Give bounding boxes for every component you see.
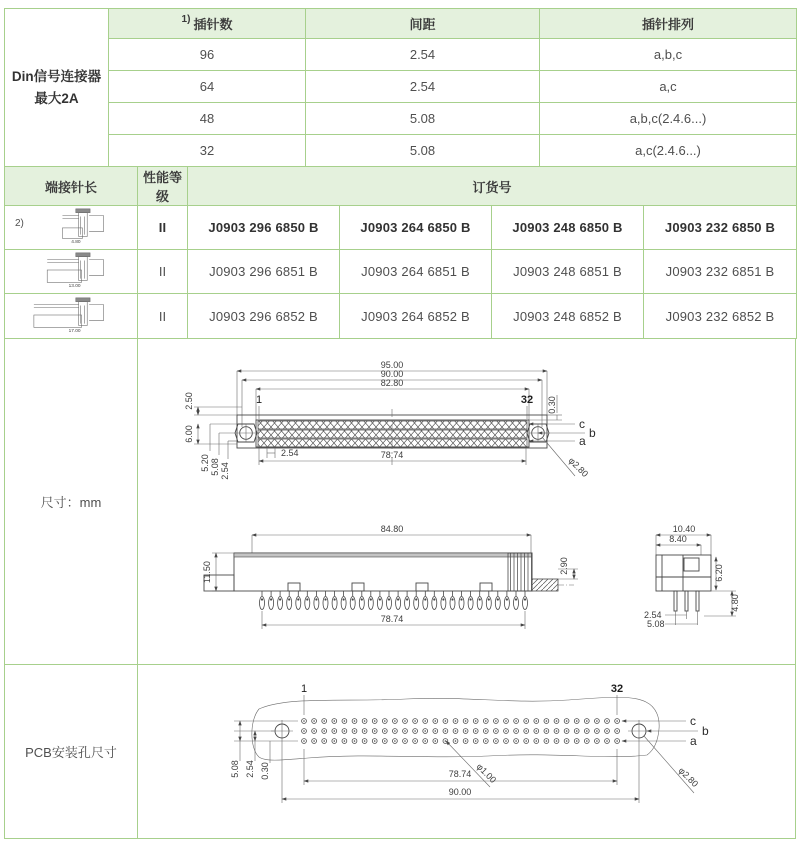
dim-pin-span: 78.74 bbox=[380, 450, 404, 460]
arrangement-value: a,c bbox=[540, 71, 797, 103]
pin-length-sketch-cell bbox=[5, 294, 138, 339]
pcb-dim-s2: 2.54 bbox=[245, 760, 255, 778]
dim-end-w1: 10.40 bbox=[672, 524, 696, 534]
pin-1-label: 1 bbox=[255, 394, 263, 406]
header-grade: 性能等级 bbox=[138, 167, 188, 206]
left-mounting-ear bbox=[235, 424, 257, 442]
order-number: J0903 232 6851 B bbox=[644, 250, 797, 294]
arrangement-value: a,b,c(2.4.6...) bbox=[540, 103, 797, 135]
pin-length-sketch-cell bbox=[5, 206, 138, 250]
header-order-no: 订货号 bbox=[188, 167, 797, 206]
footnote-ref-1: 1) bbox=[181, 14, 191, 25]
pin-length-sketch-medium bbox=[24, 250, 119, 290]
pin-length-sketch-long bbox=[24, 295, 119, 335]
table-row bbox=[5, 103, 797, 135]
table-row bbox=[5, 135, 797, 167]
header-pin-length: 端接针长 bbox=[5, 167, 138, 206]
dim-end-h1: 6.20 bbox=[714, 564, 724, 582]
order-number: J0903 248 6852 B bbox=[492, 294, 644, 339]
dim-stack-2: 5.08 bbox=[210, 458, 220, 476]
pcb-section bbox=[4, 665, 796, 839]
pin-count-table bbox=[4, 8, 797, 167]
header-pin-count: $^{1)}$ 插针数 bbox=[109, 9, 306, 39]
dim-top-offset: 2.50 bbox=[184, 392, 194, 410]
table-row bbox=[5, 250, 797, 294]
grade-value: II bbox=[138, 294, 188, 339]
grade-value: II bbox=[138, 206, 188, 250]
dim-pitch: 2.54 bbox=[281, 448, 299, 458]
dim-end-p2: 5.08 bbox=[647, 619, 665, 629]
pitch-value: 2.54 bbox=[306, 39, 540, 71]
pcb-hole-dia: φ1.00 bbox=[474, 761, 499, 785]
dim-body-width: 82.80 bbox=[380, 378, 404, 388]
order-number: J0903 248 6850 B bbox=[492, 206, 644, 250]
pcb-dim-s1: 5.08 bbox=[230, 760, 240, 778]
end-view bbox=[644, 524, 740, 629]
row-a-label: a bbox=[579, 434, 586, 448]
arrangement-value: a,b,c bbox=[540, 39, 797, 71]
pcb-row-a-label: a bbox=[690, 734, 697, 748]
pitch-value: 5.08 bbox=[306, 135, 540, 167]
dim-end-p1: 2.54 bbox=[644, 610, 662, 620]
dim-stack-3: 2.54 bbox=[220, 462, 230, 480]
pin-length-sketch-short bbox=[24, 206, 119, 246]
pcb-mount-hole-dia: φ2.80 bbox=[676, 765, 701, 789]
table-row bbox=[5, 71, 797, 103]
pin-count-value: 96 bbox=[109, 39, 306, 71]
dimensions-section bbox=[4, 339, 796, 665]
solder-pins bbox=[260, 591, 528, 610]
order-number: J0903 264 6851 B bbox=[340, 250, 492, 294]
left-mounting-hole bbox=[271, 720, 293, 742]
sketch-dim-label: 13.00 bbox=[68, 284, 81, 290]
table-row bbox=[5, 206, 797, 250]
pitch-value: 2.54 bbox=[306, 71, 540, 103]
order-number: J0903 232 6852 B bbox=[644, 294, 797, 339]
footnote-ref-2: 2) bbox=[15, 218, 24, 229]
product-cell bbox=[5, 9, 109, 167]
pin-count-value: 48 bbox=[109, 103, 306, 135]
dim-end-w2: 8.40 bbox=[669, 534, 687, 544]
dim-hole-span: 90.00 bbox=[380, 369, 404, 379]
table-row bbox=[5, 294, 797, 339]
table-row bbox=[5, 39, 797, 71]
header-arrangement: 插针排列 bbox=[540, 9, 797, 39]
pin-count-value: 32 bbox=[109, 135, 306, 167]
dim-side-width: 84.80 bbox=[380, 524, 404, 534]
product-rating: 最大2A bbox=[34, 90, 79, 106]
side-view bbox=[202, 524, 578, 629]
pcb-pin-1-label: 1 bbox=[300, 683, 308, 695]
connector-dimension-drawing bbox=[138, 339, 795, 662]
pcb-pin-32-label: 32 bbox=[610, 683, 624, 695]
pcb-row-c-label: c bbox=[690, 714, 696, 728]
pin-32-label: 32 bbox=[520, 394, 534, 406]
pcb-section-label: PCB安装孔尺寸 bbox=[5, 665, 138, 838]
order-number: J0903 264 6850 B bbox=[340, 206, 492, 250]
dim-end-h2: 4.80 bbox=[730, 594, 740, 612]
pitch-value: 5.08 bbox=[306, 103, 540, 135]
dim-body-height: 6.00 bbox=[184, 425, 194, 443]
pcb-dim-hole-span: 90.00 bbox=[448, 787, 472, 797]
mounting-hole-dia: φ2.80 bbox=[566, 455, 591, 479]
pin-length-sketch-cell bbox=[5, 250, 138, 294]
front-view bbox=[184, 360, 596, 480]
sketch-dim-label: 4.80 bbox=[70, 240, 81, 246]
dim-tail: 2.90 bbox=[559, 557, 569, 575]
order-number: J0903 232 6850 B bbox=[644, 206, 797, 250]
dimensions-drawing-area bbox=[138, 339, 795, 664]
row-c-label: c bbox=[579, 417, 585, 431]
pin-count-value: 64 bbox=[109, 71, 306, 103]
pcb-drawing-area bbox=[138, 665, 795, 838]
dim-edge-offset: 0.30 bbox=[547, 396, 557, 414]
order-number-table bbox=[4, 166, 797, 339]
order-number: J0903 264 6852 B bbox=[340, 294, 492, 339]
sketch-dim-label: 17.00 bbox=[68, 328, 81, 334]
order-number: J0903 296 6852 B bbox=[188, 294, 340, 339]
pcb-dim-s3: 0.30 bbox=[260, 762, 270, 780]
dim-side-pin-span: 78.74 bbox=[380, 614, 404, 624]
dim-stack-1: 5.20 bbox=[200, 454, 210, 472]
dim-side-height: 11.50 bbox=[202, 561, 212, 583]
arrangement-value: a,c(2.4.6...) bbox=[540, 135, 797, 167]
pcb-row-b-label: b bbox=[702, 724, 709, 738]
header-pitch: 间距 bbox=[306, 9, 540, 39]
dim-overall-width: 95.00 bbox=[380, 360, 404, 370]
pcb-hole-drawing bbox=[138, 665, 795, 836]
order-number: J0903 248 6851 B bbox=[492, 250, 644, 294]
row-b-label: b bbox=[589, 426, 596, 440]
pin-hole-grid bbox=[302, 719, 620, 744]
dimensions-section-label: 尺寸：mm bbox=[5, 339, 138, 664]
order-number: J0903 296 6850 B bbox=[188, 206, 340, 250]
order-number: J0903 296 6851 B bbox=[188, 250, 340, 294]
grade-value: II bbox=[138, 250, 188, 294]
product-name: Din信号连接器 bbox=[11, 68, 102, 84]
pcb-dim-pin-span: 78.74 bbox=[448, 769, 472, 779]
